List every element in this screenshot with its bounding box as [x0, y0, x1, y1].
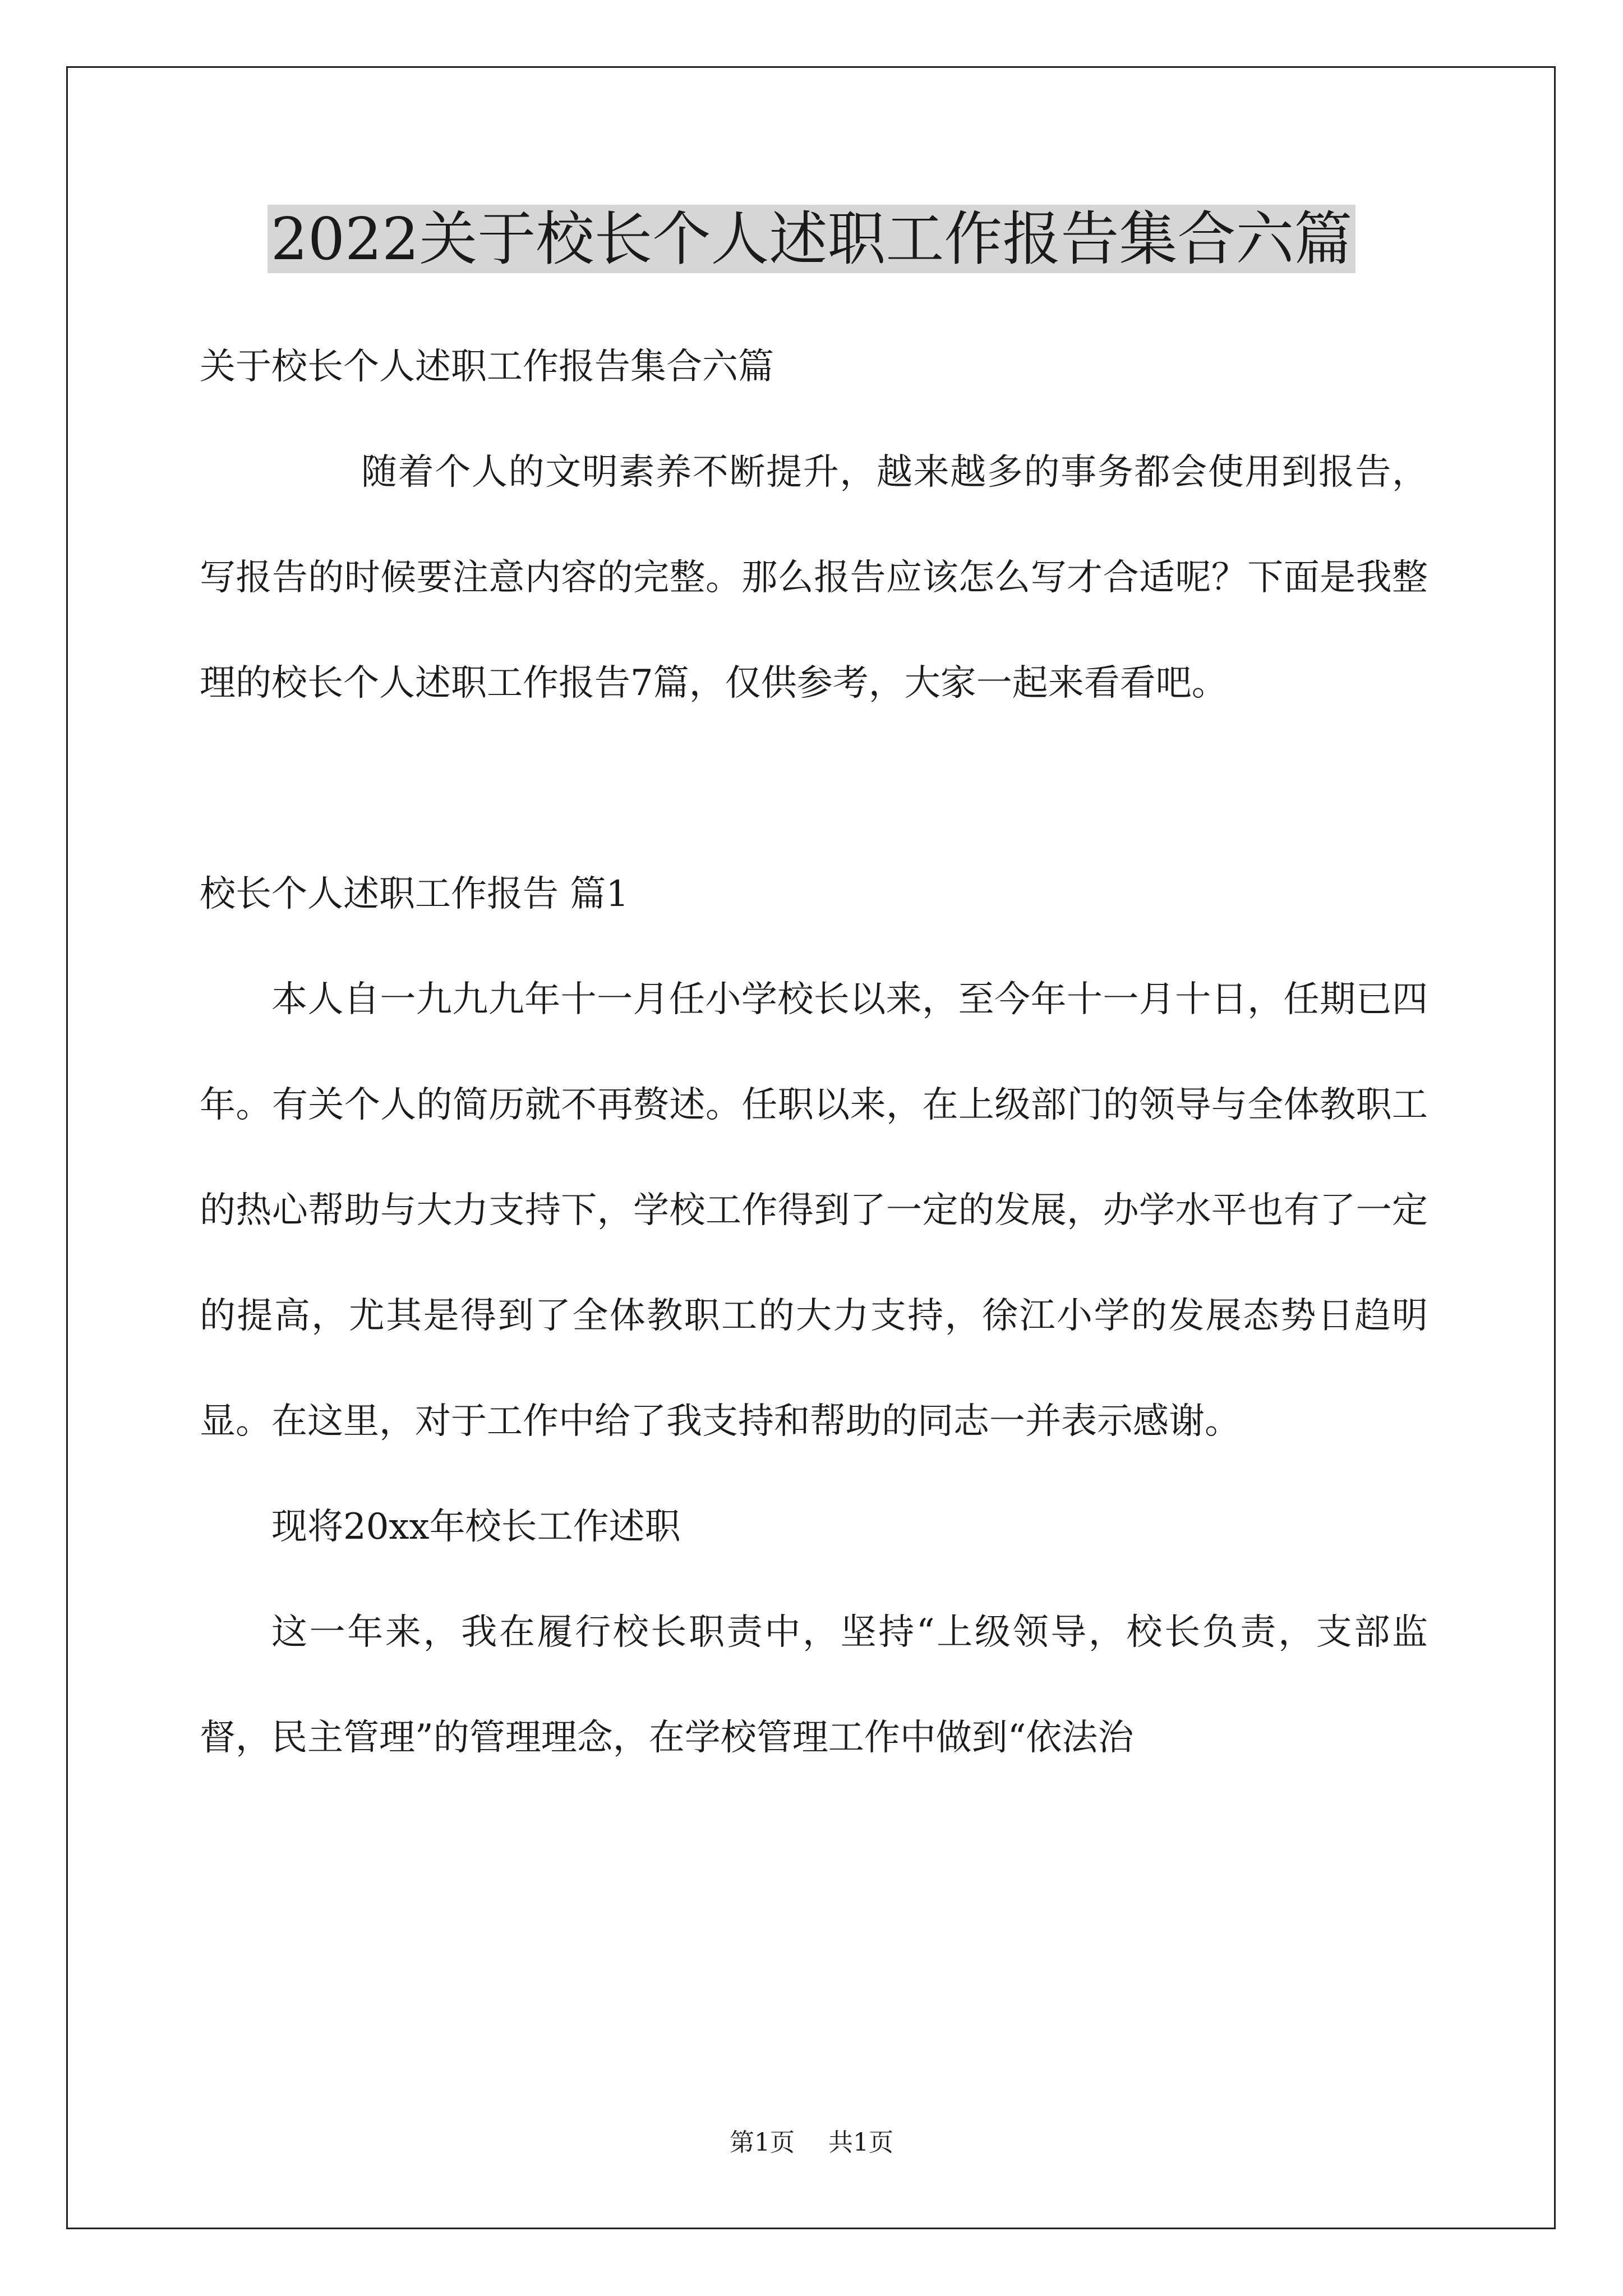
page-total: 共1页 [828, 2128, 893, 2157]
page-number: 第1页 [730, 2128, 795, 2157]
body-paragraph: 本人自一九九九年十一月任小学校长以来，至今年十一月十日，任期已四年。有关个人的简历就不再赘述。任职以来，在上级部门的领导与全体教职工的热心帮助与大力支持下，学校工作得到了一定的发展，办学水平也有了一定的提高，尤其是得到了全体教职工的大力支持，徐江小学的发展态势日趋明显。在这里，对于工作中给了我支持和帮助的同志一并表示感谢。 [200, 979, 1428, 1442]
document-subtitle: 关于校长个人述职工作报告集合六篇 [200, 346, 774, 388]
body-paragraph: 现将20xx年校长工作述职 [271, 1506, 681, 1548]
body-paragraph: 这一年来，我在履行校长职责中，坚持“上级领导，校长负责，支部监督，民主管理”的管理理念，在学校管理工作中做到“依法治 [200, 1612, 1428, 1759]
section-heading: 校长个人述职工作报告 篇1 [200, 873, 629, 915]
intro-paragraph: 随着个人的文明素养不断提升，越来越多的事务都会使用到报告，写报告的时候要注意内容的完整。那么报告应该怎么写才合适呢？下面是我整理的校长个人述职工作报告7篇，仅供参考，大家一起来看看吧。 [200, 452, 1428, 704]
document-title [0, 200, 1623, 278]
document-body [200, 314, 1428, 1791]
document-title-text: 2022关于校长个人述职工作报告集合六篇 [268, 205, 1356, 273]
page-footer [0, 2126, 1623, 2160]
